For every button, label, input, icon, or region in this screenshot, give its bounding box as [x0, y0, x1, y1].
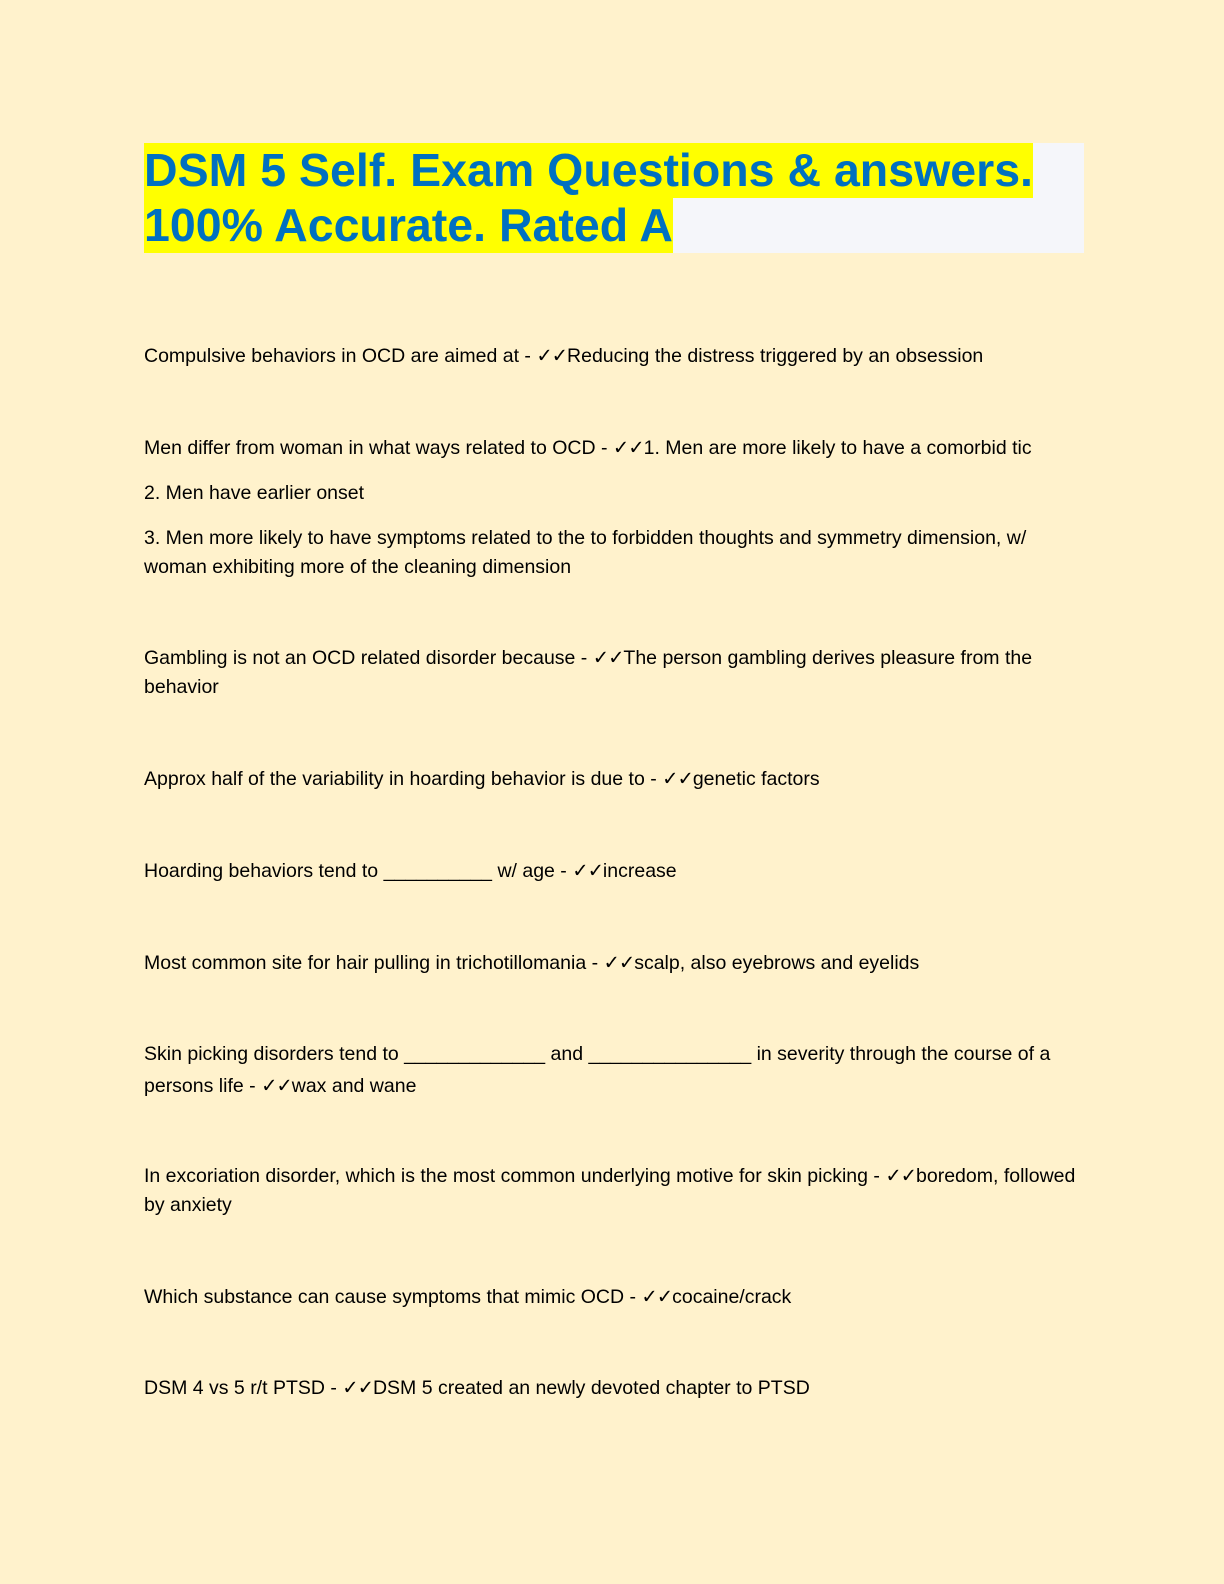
qa-item-9: [144, 1283, 1084, 1312]
qa-item-10: [144, 1374, 1084, 1403]
qa-item-7: [144, 1038, 1084, 1102]
qa-text: [144, 644, 1084, 702]
qa-item-8: [144, 1162, 1084, 1220]
title-line-2: 100% Accurate. Rated A: [144, 199, 673, 251]
check-icon: ✓✓: [662, 768, 693, 790]
qa-item-6: [144, 949, 1084, 978]
check-icon: ✓✓: [641, 1286, 673, 1308]
question-text: Gambling is not an OCD related disorder because -: [144, 647, 593, 669]
qa-text: [144, 1162, 1084, 1220]
answer-continuation: 2. Men have earlier onset: [144, 482, 365, 504]
answer-text: genetic factors: [692, 768, 820, 790]
qa-text: [144, 765, 1084, 794]
qa-item-3: [144, 644, 1084, 702]
qa-text: [144, 342, 1084, 371]
answer-text: scalp, also eyebrows and eyelids: [634, 952, 920, 974]
qa-text: [144, 949, 1084, 978]
qa-item-1: [144, 342, 1084, 371]
answer-text: cocaine/crack: [672, 1286, 792, 1308]
check-icon: ✓✓: [592, 647, 624, 669]
question-text: Approx half of the variability in hoarding behavior is due to -: [144, 768, 663, 790]
question-text: In excoriation disorder, which is the most common underlying motive for skin picking -: [144, 1165, 886, 1187]
answer-text: boredom, followed by anxiety: [144, 1165, 1076, 1216]
qa-text: [144, 1038, 1084, 1102]
answer-text: DSM 5 created an newly devoted chapter to PTSD: [372, 1377, 810, 1399]
qa-text: [144, 857, 1084, 886]
check-icon: ✓✓: [342, 1377, 373, 1399]
answer-text: 1. Men are more likely to have a comorbid tic: [643, 437, 1032, 459]
title-line-1: DSM 5 Self. Exam Questions & answers.: [144, 144, 1033, 196]
check-icon: ✓✓: [536, 345, 568, 367]
qa-text: [144, 434, 1084, 463]
question-text: Most common site for hair pulling in trichotillomania -: [144, 952, 604, 974]
qa-item-5: [144, 857, 1084, 886]
question-text: Men differ from woman in what ways related to OCD -: [144, 437, 613, 459]
check-icon: ✓✓: [603, 952, 635, 974]
answer-continuation: 3. Men more likely to have symptoms related to the to forbidden thoughts and symmetry dimension, w/ woman exhibiting more of the cleaning dimension: [144, 527, 1027, 578]
answer-text: The person gambling derives pleasure from the behavior: [144, 647, 1033, 698]
check-icon: ✓✓: [261, 1075, 292, 1097]
answer-text: wax and wane: [291, 1075, 417, 1097]
qa-item-4: [144, 765, 1084, 794]
check-icon: ✓✓: [885, 1165, 917, 1187]
question-text: Skin picking disorders tend to _____________ and _______________ in severity through the course of a persons life -: [144, 1043, 1051, 1097]
question-text: DSM 4 vs 5 r/t PTSD -: [144, 1377, 343, 1399]
check-icon: ✓✓: [572, 860, 603, 882]
question-text: Compulsive behaviors in OCD are aimed at -: [144, 345, 537, 367]
question-text: Which substance can cause symptoms that mimic OCD -: [144, 1286, 642, 1308]
check-icon: ✓✓: [612, 437, 644, 459]
answer-text: Reducing the distress triggered by an obsession: [567, 345, 984, 367]
document-title: [144, 143, 1084, 253]
qa-text: [144, 1283, 1084, 1312]
qa-text: [144, 1374, 1084, 1403]
answer-text: increase: [602, 860, 677, 882]
question-text: Hoarding behaviors tend to __________ w/ age -: [144, 860, 573, 882]
qa-item-2: [144, 434, 1084, 582]
